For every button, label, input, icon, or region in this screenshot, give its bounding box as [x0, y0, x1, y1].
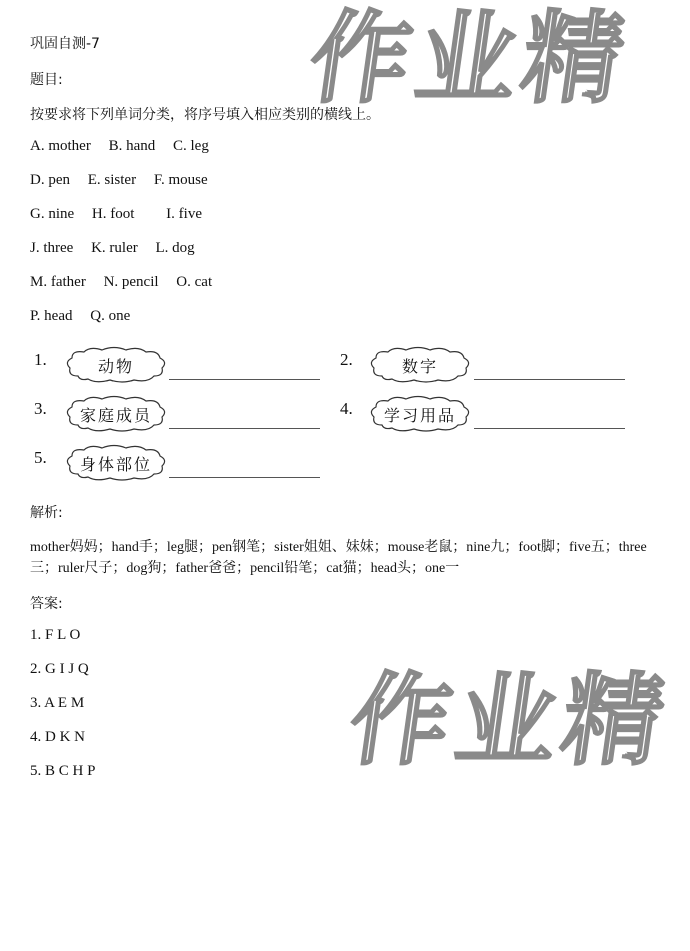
category-number-4: 4. [340, 399, 353, 418]
analysis-label: 解析: [30, 505, 63, 521]
question-instruction: 按要求将下列单词分类，将序号填入相应类别的横线上。 [30, 107, 380, 123]
category-label-3: 家庭成员 [79, 405, 152, 425]
option-j: J. three [30, 240, 74, 256]
answer-item-2: 2. G I J Q [30, 661, 89, 677]
watermark-bottom: 作业精 [342, 662, 678, 779]
watermark-top: 作业精 [302, 0, 638, 117]
answer-line-3 [169, 428, 320, 429]
option-l: L. dog [155, 240, 195, 256]
category-label-2: 数字 [401, 356, 438, 376]
category-label-1: 动物 [97, 356, 134, 376]
category-cloud-5 [64, 444, 168, 482]
option-g: G. nine [30, 206, 75, 222]
option-p: P. head [30, 308, 73, 324]
option-h: H. foot [91, 206, 135, 222]
answer-line-1 [169, 379, 320, 380]
option-i: I. five [166, 206, 202, 222]
category-number-2: 2. [340, 350, 353, 369]
category-cloud-1 [64, 346, 168, 384]
option-q: Q. one [90, 308, 131, 324]
options-row-5 [30, 274, 226, 291]
answer-line-5 [169, 477, 320, 478]
answer-label: 答案: [30, 596, 63, 612]
category-label-4: 学习用品 [383, 405, 456, 425]
category-cloud-4 [368, 395, 472, 433]
options-row-2 [30, 172, 222, 189]
answer-item-5: 5. B C H P [30, 763, 96, 779]
category-cloud-3 [64, 395, 168, 433]
options-row-1 [30, 138, 223, 155]
category-number-1: 1. [34, 350, 47, 369]
answer-line-2 [474, 379, 625, 380]
question-label: 题目: [30, 72, 63, 88]
option-o: O. cat [176, 274, 213, 290]
options-row-4 [30, 240, 209, 257]
option-n: N. pencil [103, 274, 159, 290]
answer-item-4: 4. D K N [30, 729, 85, 745]
category-cloud-2 [368, 346, 472, 384]
category-label-5: 身体部位 [79, 454, 152, 474]
options-row-3 [30, 206, 216, 223]
option-d: D. pen [30, 172, 70, 188]
analysis-text: mother妈妈；hand手；leg腿；pen钢笔；sister姐姐、妹妹；mouse老鼠；nine九；foot脚；five五；three三；ruler尺子；dog狗；father爸爸；pencil铅笔；cat猫；head头；one一 [30, 540, 647, 576]
options-row-6 [30, 308, 144, 325]
answer-line-4 [474, 428, 625, 429]
answer-item-1: 1. F L O [30, 627, 81, 643]
option-f: F. mouse [153, 172, 208, 188]
option-e: E. sister [87, 172, 137, 188]
option-b: B. hand [108, 138, 156, 154]
option-k: K. ruler [91, 240, 138, 256]
option-m: M. father [30, 274, 86, 290]
answer-item-3: 3. A E M [30, 695, 85, 711]
page-title: 巩固自测-7 [30, 36, 100, 52]
option-a: A. mother [30, 138, 91, 154]
category-number-3: 3. [34, 399, 47, 418]
category-number-5: 5. [34, 448, 47, 467]
option-c: C. leg [173, 138, 209, 154]
